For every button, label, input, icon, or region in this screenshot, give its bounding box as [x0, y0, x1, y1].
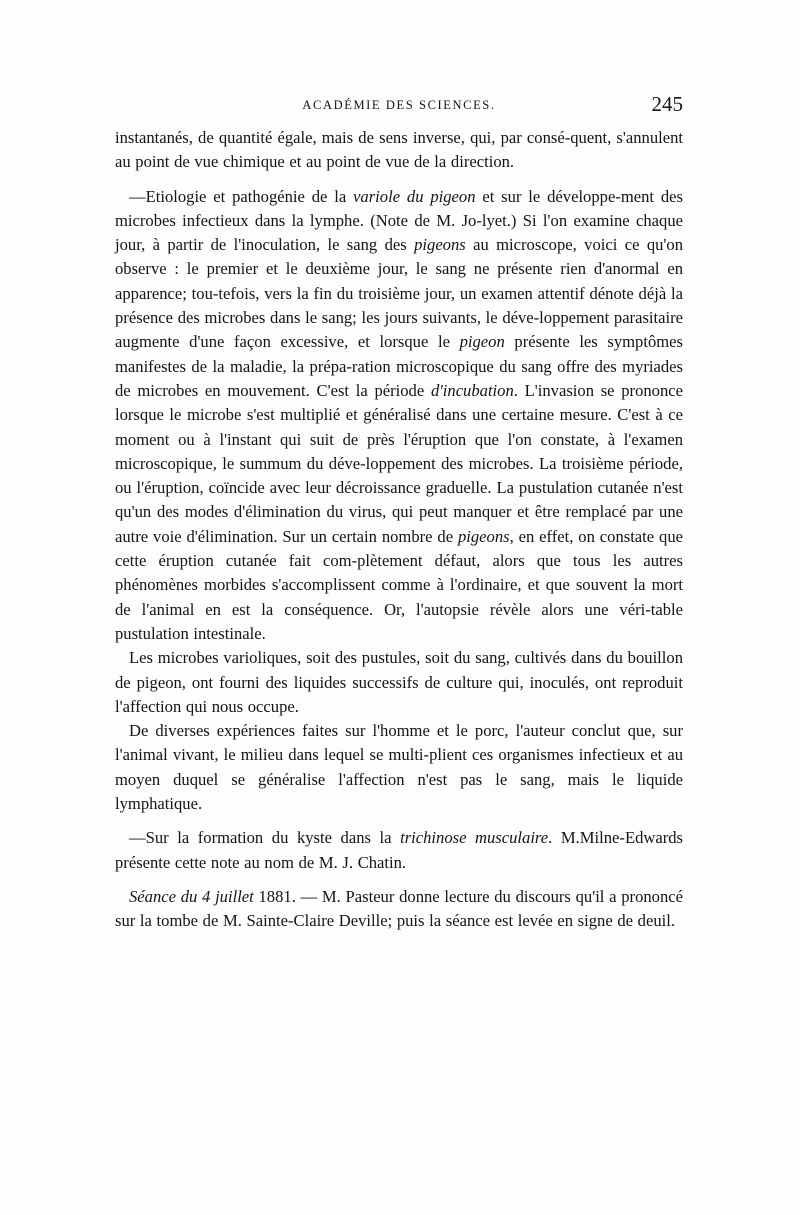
text-segment: , en effet, on constate que cette éruption cutanée fait com-plètement défaut, alors que tous les autres phénomènes morbides s'accomplissent comme à l'ordinaire, et que souvent la mort de l'animal en est la conséquence. Or, l'autopsie révèle alors une véri-table pustulation intestinale. [115, 526, 683, 643]
italic-term: pigeons [414, 235, 466, 255]
italic-term: trichinose musculaire [400, 828, 549, 848]
paragraph-variole-note [115, 185, 683, 647]
text-segment: —Sur la formation du kyste dans la [129, 828, 401, 848]
text-segment: . L'invasion se prononce lorsque le microbe s'est multiplié et généralisé dans une certaine mesure. C'est à ce moment ou à l'instant qui suit de près l'éruption que l'on constate, à l'examen microscopique, le summum du déve-loppement des microbes. La troisième période, ou l'éruption, coïncide avec leur décroissance graduelle. La pustulation cutanée n'est qu'un des modes d'élimination du virus, qui peut manquer et être remplacé par une autre voie d'élimination. Sur un certain nombre de [115, 380, 684, 546]
italic-term: pigeon [459, 332, 505, 352]
paragraph-trichinose-note [115, 826, 683, 875]
document-page [115, 92, 683, 934]
text-segment: —Etiologie et pathogénie de la [129, 186, 354, 206]
italic-term: pigeons [457, 526, 510, 546]
text-segment: De diverses expériences faites sur l'homme et le porc, l'auteur conclut que, sur l'animal vivant, le milieu dans lequel se multi-plient ces organismes infectieux et au moyen duquel se généralise l'affection n'est pas le sang, mais le liquide lymphatique. [115, 721, 683, 814]
paragraph-microbes-cultures [115, 646, 683, 719]
italic-term: variole du pigeon [353, 186, 476, 206]
text-segment: au microscope, voici ce qu'on observe : le premier et le deuxième jour, le sang ne présente rien d'anormal en apparence; tou-tefois, vers la fin du troisième jour, un examen attentif dénote déjà la présence des microbes dans le sang; les jours suivants, le déve-loppement parasitaire augmente d'une façon excessive, et lorsque le [115, 235, 683, 352]
paragraph-experiences [115, 719, 683, 816]
body-text [115, 126, 683, 934]
text-segment: instantanés, de quantité égale, mais de sens inverse, qui, par consé-quent, s'annulent au point de vue chimique et au point de vue de la direction. [115, 128, 683, 172]
text-segment: . M.Milne-Edwards présente cette note au nom de M. J. Chatin. [115, 828, 684, 872]
page-number: 245 [651, 92, 683, 116]
running-title: ACADÉMIE DES SCIENCES. [302, 98, 496, 112]
text-segment: Les microbes varioliques, soit des pustules, soit du sang, cultivés dans du bouillon de pigeon, ont fourni des liquides successifs de culture qui, inoculés, ont reproduit l'affection qui nous occupe. [115, 648, 683, 716]
text-segment: 1881. — M. Pasteur donne lecture du discours qu'il a prononcé sur la tombe de M. Sainte-Claire Deville; puis la séance est levée en signe de deuil. [115, 886, 683, 931]
text-segment: présente les symptômes manifestes de la maladie, la prépa-ration microscopique du sang offre des myriades de microbes en mouvement. C'est la période [115, 332, 683, 400]
paragraph-seance [115, 885, 683, 934]
paragraph-continuation [115, 126, 683, 175]
italic-term: Séance du 4 juillet [129, 886, 254, 906]
text-segment: et sur le développe-ment des microbes infectieux dans la lymphe. (Note de M. Jo-lyet.) Si l'on examine chaque jour, à partir de l'inoculation, le sang des [115, 186, 683, 255]
page-header [115, 92, 683, 126]
italic-term: d'incubation [430, 380, 514, 400]
